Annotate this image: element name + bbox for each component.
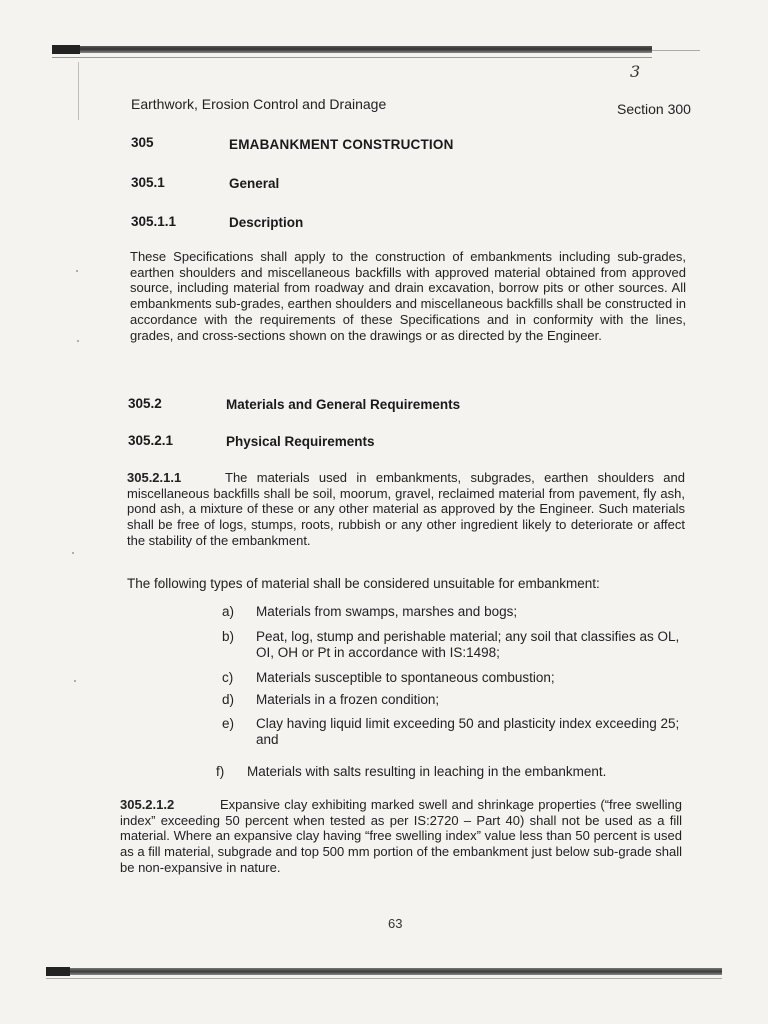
list-item-text: Clay having liquid limit exceeding 50 and plasticity index exceeding 25; and xyxy=(256,716,680,747)
list-label: c) xyxy=(222,670,234,685)
materials-section-number: 305.2 xyxy=(128,396,162,411)
handwritten-margin-mark: 3 xyxy=(630,62,641,81)
running-header-left: Earthwork, Erosion Control and Drainage xyxy=(131,96,387,112)
list-item-text: Materials susceptible to spontaneous combustion; xyxy=(256,670,555,685)
scan-speck xyxy=(72,552,74,554)
list-label: f) xyxy=(216,764,225,779)
unsuitable-intro: The following types of material shall be considered unsuitable for embankment: xyxy=(127,576,600,591)
clause-paragraph xyxy=(120,797,682,876)
list-label: d) xyxy=(222,692,235,707)
bottom-scan-rule xyxy=(46,968,722,975)
running-header-right: Section 300 xyxy=(617,101,691,117)
scan-speck xyxy=(76,270,78,272)
list-item-text: Materials from swamps, marshes and bogs; xyxy=(256,604,518,619)
top-scan-tail xyxy=(652,50,700,51)
margin-line xyxy=(78,62,79,120)
page-number: 63 xyxy=(388,916,403,931)
list-item-text: Materials in a frozen condition; xyxy=(256,692,440,707)
list-label: b) xyxy=(222,629,235,644)
list-item-text: Materials with salts resulting in leaching in the embankment. xyxy=(247,764,607,779)
physical-section-number: 305.2.1 xyxy=(128,433,174,448)
subsection-number: 305.1 xyxy=(131,175,165,190)
list-label: e) xyxy=(222,716,235,731)
top-scan-rule xyxy=(52,46,652,53)
clause-number: 305.2.1.1 xyxy=(127,470,182,485)
materials-section-title: Materials and General Requirements xyxy=(226,397,461,412)
clause-text: The materials used in embankments, subgrades, earthen shoulders and miscellaneous backfills shall be soil, moorum, gravel, reclaimed material from pavement, fly ash, pond ash, a mixture of these or any other material as approved by the Engineer. Such materials shall be free of logs, stumps, roots, rubbish or any other ingredient likely to deteriorate or affect the stability of the embankment. xyxy=(127,470,685,548)
clause-text: Expansive clay exhibiting marked swell and shrinkage properties (“free swelling index” exceeding 50 percent when tested as per IS:2720 – Part 40) shall not be used as a fill material. Where an expansive clay having “free swelling index” value less than 50 percent is used as a fill material, subgrade and top 500 mm portion of the embankment just below sub-grade shall be non-expansive in nature. xyxy=(120,797,682,875)
scan-speck xyxy=(74,680,76,682)
section-title: EMABANKMENT CONSTRUCTION xyxy=(229,137,454,152)
description-paragraph: These Specifications shall apply to the construction of embankments including sub-grades, earthen shoulders and miscellaneous backfills with approved material obtained from approved source, including material from roadway and drain excavation, borrow pits or other sources. All embankments sub-grades, earthen shoulders and miscellaneous backfills shall be constructed in accordance with the requirements of these Specifications and in conformity with the lines, grades, and cross-sections shown on the drawings or as directed by the Engineer. xyxy=(130,249,686,343)
subsubsection-number: 305.1.1 xyxy=(131,214,177,229)
scan-speck xyxy=(77,340,79,342)
subsection-title: General xyxy=(229,176,280,191)
list-item-text: Peat, log, stump and perishable material; any soil that classifies as OL, OI, OH or Pt in accordance with IS:1498; xyxy=(256,629,680,660)
physical-section-title: Physical Requirements xyxy=(226,434,375,449)
list-label: a) xyxy=(222,604,235,619)
section-number: 305 xyxy=(131,135,154,150)
clause-number: 305.2.1.2 xyxy=(120,797,175,812)
subsubsection-title: Description xyxy=(229,215,304,230)
bottom-scan-rule-thin xyxy=(46,978,722,979)
top-scan-rule-thin xyxy=(52,57,652,58)
clause-paragraph xyxy=(127,470,685,549)
